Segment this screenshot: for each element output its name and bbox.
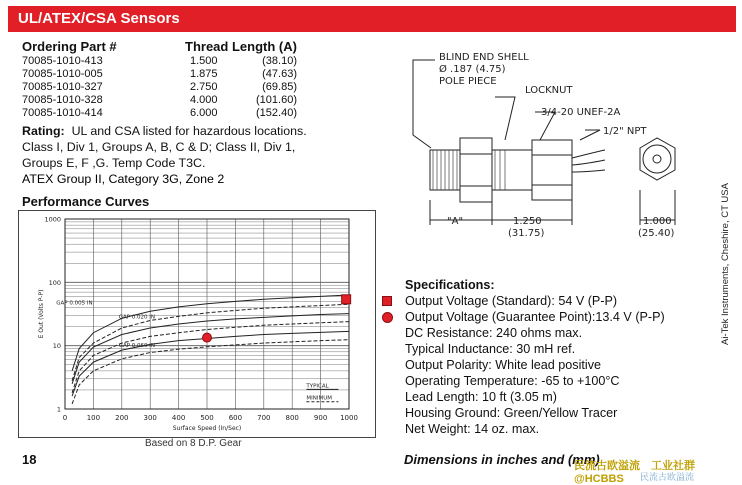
circle-marker-icon bbox=[382, 312, 393, 323]
label-pole-piece: POLE PIECE bbox=[439, 76, 497, 87]
rating-line: Class I, Div 1, Groups A, B, C & D; Class II, Div 1, bbox=[22, 140, 296, 154]
spec-item: DC Resistance: 240 ohms max. bbox=[405, 326, 583, 340]
guarantee-point-marker bbox=[203, 333, 212, 342]
rating-line: Groups E, F ,G. Temp Code T3C. bbox=[22, 156, 206, 170]
thread-length-mm: (47.63) bbox=[262, 68, 297, 80]
wire bbox=[572, 150, 605, 158]
specs-list bbox=[405, 293, 715, 437]
spec-item: Operating Temperature: -65 to +100°C bbox=[405, 374, 620, 388]
table-row bbox=[22, 81, 322, 94]
spec-item: Net Weight: 14 oz. max. bbox=[405, 422, 540, 436]
x-tick-label: 400 bbox=[171, 414, 186, 422]
y-axis-label: E Out (Volts P-P) bbox=[38, 289, 45, 339]
hex-end-view bbox=[640, 138, 675, 180]
label-locknut: LOCKNUT bbox=[525, 85, 573, 96]
spec-item: Output Polarity: White lead positive bbox=[405, 358, 601, 372]
spec-item: Output Voltage (Guarantee Point):13.4 V (P-P) bbox=[405, 310, 665, 324]
thread-length-header: Thread Length (A) bbox=[185, 39, 297, 54]
label-thread-spec: 3/4-20 UNEF-2A bbox=[541, 107, 621, 118]
spec-item: Housing Ground: Green/Yellow Tracer bbox=[405, 406, 618, 420]
gap-annotation: GAP 0.005 IN bbox=[56, 300, 93, 307]
y-tick-label: 100 bbox=[48, 278, 61, 287]
spec-item: Lead Length: 10 ft (3.05 m) bbox=[405, 390, 557, 404]
y-tick-label: 10 bbox=[52, 342, 61, 351]
thread-length-inch: 1.500 bbox=[190, 55, 218, 67]
y-tick-label: 1 bbox=[56, 405, 61, 414]
specs-title: Specifications: bbox=[405, 278, 495, 292]
x-axis-label: Surface Speed (In/Sec) bbox=[172, 425, 242, 432]
square-marker-icon bbox=[382, 296, 392, 306]
page-number: 18 bbox=[22, 452, 37, 467]
page-title: UL/ATEX/CSA Sensors bbox=[18, 10, 180, 27]
part-number: 70085-1010-327 bbox=[22, 81, 103, 93]
dim-2-mm: (25.40) bbox=[638, 228, 675, 239]
spec-item: Typical Inductance: 30 mH ref. bbox=[405, 342, 576, 356]
series-line bbox=[72, 340, 349, 404]
x-tick-label: 500 bbox=[200, 414, 214, 422]
part-number: 70085-1010-414 bbox=[22, 107, 103, 119]
spec-item: Output Voltage (Standard): 54 V (P-P) bbox=[405, 294, 618, 308]
legend-typical: TYPICAL bbox=[306, 383, 329, 390]
watermark: 民流古欧溢流 工业社群@HCBBS bbox=[574, 460, 695, 485]
thread-length-inch: 1.875 bbox=[190, 68, 218, 80]
rating-label: Rating: bbox=[22, 124, 65, 138]
dim-1-mm: (31.75) bbox=[508, 228, 545, 239]
standard-voltage-marker bbox=[342, 295, 351, 304]
rating-block bbox=[22, 123, 392, 187]
x-tick-label: 300 bbox=[143, 414, 157, 422]
x-tick-label: 200 bbox=[115, 414, 129, 422]
thread-length-inch: 6.000 bbox=[190, 107, 218, 119]
y-tick-label: 1000 bbox=[44, 215, 61, 224]
dim-1-inch: 1.250 bbox=[513, 216, 542, 227]
table-row bbox=[22, 68, 322, 81]
thread-length-mm: (38.10) bbox=[262, 55, 297, 67]
part-number: 70085-1010-328 bbox=[22, 94, 103, 106]
thread-length-mm: (152.40) bbox=[256, 107, 297, 119]
table-row bbox=[22, 94, 322, 107]
rating-line: UL and CSA listed for hazardous locations. bbox=[71, 124, 307, 138]
table-row bbox=[22, 55, 322, 68]
atex-line: ATEX Group II, Category 3G, Zone 2 bbox=[22, 172, 225, 186]
locknut-shape bbox=[460, 138, 492, 202]
x-tick-label: 800 bbox=[285, 414, 299, 422]
x-tick-label: 100 bbox=[86, 414, 101, 422]
x-tick-label: 900 bbox=[313, 414, 328, 422]
ordering-table bbox=[22, 55, 322, 120]
ordering-part-header: Ordering Part # bbox=[22, 39, 117, 54]
performance-title: Performance Curves bbox=[22, 194, 150, 209]
table-row bbox=[22, 107, 322, 120]
x-tick-label: 600 bbox=[228, 414, 243, 422]
label-diameter: Ø .187 (4.75) bbox=[439, 64, 506, 75]
dim-2-inch: 1.000 bbox=[643, 216, 672, 227]
dim-a-label: "A" bbox=[447, 216, 464, 227]
label-npt: 1/2" NPT bbox=[603, 126, 647, 137]
thread-length-inch: 4.000 bbox=[190, 94, 218, 106]
label-blind-end-shell: BLIND END SHELL bbox=[439, 52, 529, 63]
thread-length-mm: (101.60) bbox=[256, 94, 297, 106]
x-tick-label: 1000 bbox=[340, 414, 358, 422]
thread-lines bbox=[433, 150, 457, 190]
gap-annotation: GAP 0.060 IN bbox=[118, 343, 156, 350]
chart-frame bbox=[18, 210, 376, 438]
company-side-text: Ai-Tek Instruments, Cheshire, CT USA bbox=[720, 183, 731, 345]
part-number: 70085-1010-413 bbox=[22, 55, 103, 67]
x-tick-label: 700 bbox=[257, 414, 271, 422]
end-view-circle bbox=[643, 145, 671, 173]
performance-chart bbox=[19, 211, 375, 437]
gap-annotation: GAP 0.020 IN bbox=[118, 314, 156, 321]
sensor-drawing bbox=[395, 40, 715, 250]
series-line bbox=[72, 304, 349, 380]
dimensions-note: Dimensions in inches and (mm) bbox=[404, 452, 600, 467]
thread-length-inch: 2.750 bbox=[190, 81, 218, 93]
legend-minimum: MINIMUM bbox=[306, 395, 333, 402]
chart-caption: Based on 8 D.P. Gear bbox=[145, 438, 242, 449]
thread-length-mm: (69.85) bbox=[262, 81, 297, 93]
x-tick-label: 0 bbox=[62, 414, 68, 422]
watermark-sub: 民流古欧溢流 bbox=[640, 472, 695, 482]
part-number: 70085-1010-005 bbox=[22, 68, 103, 80]
